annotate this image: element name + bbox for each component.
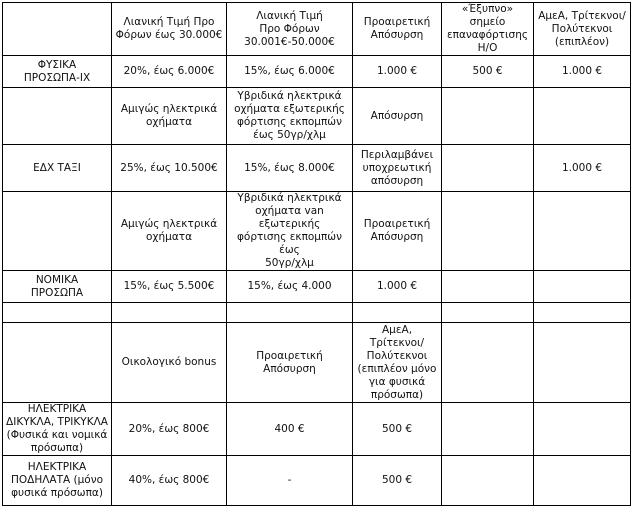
table-cell [227,303,353,323]
table-row [3,303,631,323]
table-cell: Οικολογικό bonus [112,323,227,403]
table-cell [534,303,631,323]
table-cell [442,192,534,271]
table-cell [442,271,534,303]
table-cell: 15%, έως 5.500€ [112,271,227,303]
table-cell: 1.000 € [534,145,631,192]
table-cell [3,303,112,323]
table-row [3,56,631,88]
table-cell: ΗΛΕΚΤΡΙΚΑ ΔΙΚΥΚΛΑ, ΤΡΙΚΥΚΛΑ (Φυσικά και νομικά πρόσωπα) [3,403,112,456]
table-cell: ΕΔΧ ΤΑΞΙ [3,145,112,192]
table-cell: 1.000 € [353,56,442,88]
table-cell: 400 € [227,403,353,456]
table-cell [534,323,631,403]
table-cell [534,403,631,456]
table-cell [534,88,631,145]
table-cell [3,323,112,403]
table-cell: Λιανική Τιμή Προ Φόρων 30.001€-50.000€ [227,3,353,56]
table-cell: 500 € [442,56,534,88]
table-cell: 40%, έως 800€ [112,456,227,506]
table-cell: Αμιγώς ηλεκτρικά οχήματα [112,88,227,145]
table-row [3,403,631,456]
table-cell: ΦΥΣΙΚΑ ΠΡΟΣΩΠΑ-ΙΧ [3,56,112,88]
table-row [3,3,631,56]
table-body [3,3,631,506]
table-cell [442,303,534,323]
table-cell: ΗΛΕΚΤΡΙΚΑ ΠΟΔΗΛΑΤΑ (μόνο φυσικά πρόσωπα) [3,456,112,506]
table-cell: «Έξυπνο» σημείο επαναφόρτισης Η/Ο [442,3,534,56]
table-cell [442,145,534,192]
table-cell: 15%, έως 8.000€ [227,145,353,192]
table-row [3,192,631,271]
table-cell: 1.000 € [353,271,442,303]
table-cell: 500 € [353,456,442,506]
table-cell: 20%, έως 800€ [112,403,227,456]
table-row [3,88,631,145]
table-cell [353,303,442,323]
table-cell [534,271,631,303]
table-cell: Προαιρετική Απόσυρση [353,3,442,56]
table-cell: Υβριδικά ηλεκτρικά οχήματα εξωτερικής φόρτισης εκπομπών έως 50γρ/χλμ [227,88,353,145]
table-cell: - [227,456,353,506]
table-cell [442,88,534,145]
table-cell: 15%, έως 4.000 [227,271,353,303]
table-cell: ΝΟΜΙΚΑ ΠΡΟΣΩΠΑ [3,271,112,303]
table-cell: ΑμεΑ, Τρίτεκνοι/ Πολύτεκνοι (επιπλέον μόνο για φυσικά πρόσωπα) [353,323,442,403]
table-row [3,145,631,192]
table-cell [3,192,112,271]
subsidy-table [2,2,631,506]
table-cell [3,88,112,145]
table-cell: ΑμεΑ, Τρίτεκνοι/ Πολύτεκνοι (επιπλέον) [534,3,631,56]
table-cell [442,403,534,456]
table-cell: 15%, έως 6.000€ [227,56,353,88]
table-cell: Υβριδικά ηλεκτρικά οχήματα van εξωτερικής φόρτισης εκπομπών έως 50γρ/χλμ [227,192,353,271]
table-row [3,271,631,303]
table-cell [112,303,227,323]
table-cell [442,456,534,506]
table-row [3,456,631,506]
table-cell [534,192,631,271]
table-cell: Προαιρετική Απόσυρση [353,192,442,271]
table-cell [534,456,631,506]
table-cell: Περιλαμβάνει υποχρεωτική απόσυρση [353,145,442,192]
table-cell: 1.000 € [534,56,631,88]
table-cell: Αμιγώς ηλεκτρικά οχήματα [112,192,227,271]
table-row [3,323,631,403]
table-cell: 25%, έως 10.500€ [112,145,227,192]
table-cell: 500 € [353,403,442,456]
table-cell: Απόσυρση [353,88,442,145]
table-cell: Προαιρετική Απόσυρση [227,323,353,403]
table-cell: 20%, έως 6.000€ [112,56,227,88]
table-cell [3,3,112,56]
table-cell: Λιανική Τιμή Προ Φόρων έως 30.000€ [112,3,227,56]
table-cell [442,323,534,403]
